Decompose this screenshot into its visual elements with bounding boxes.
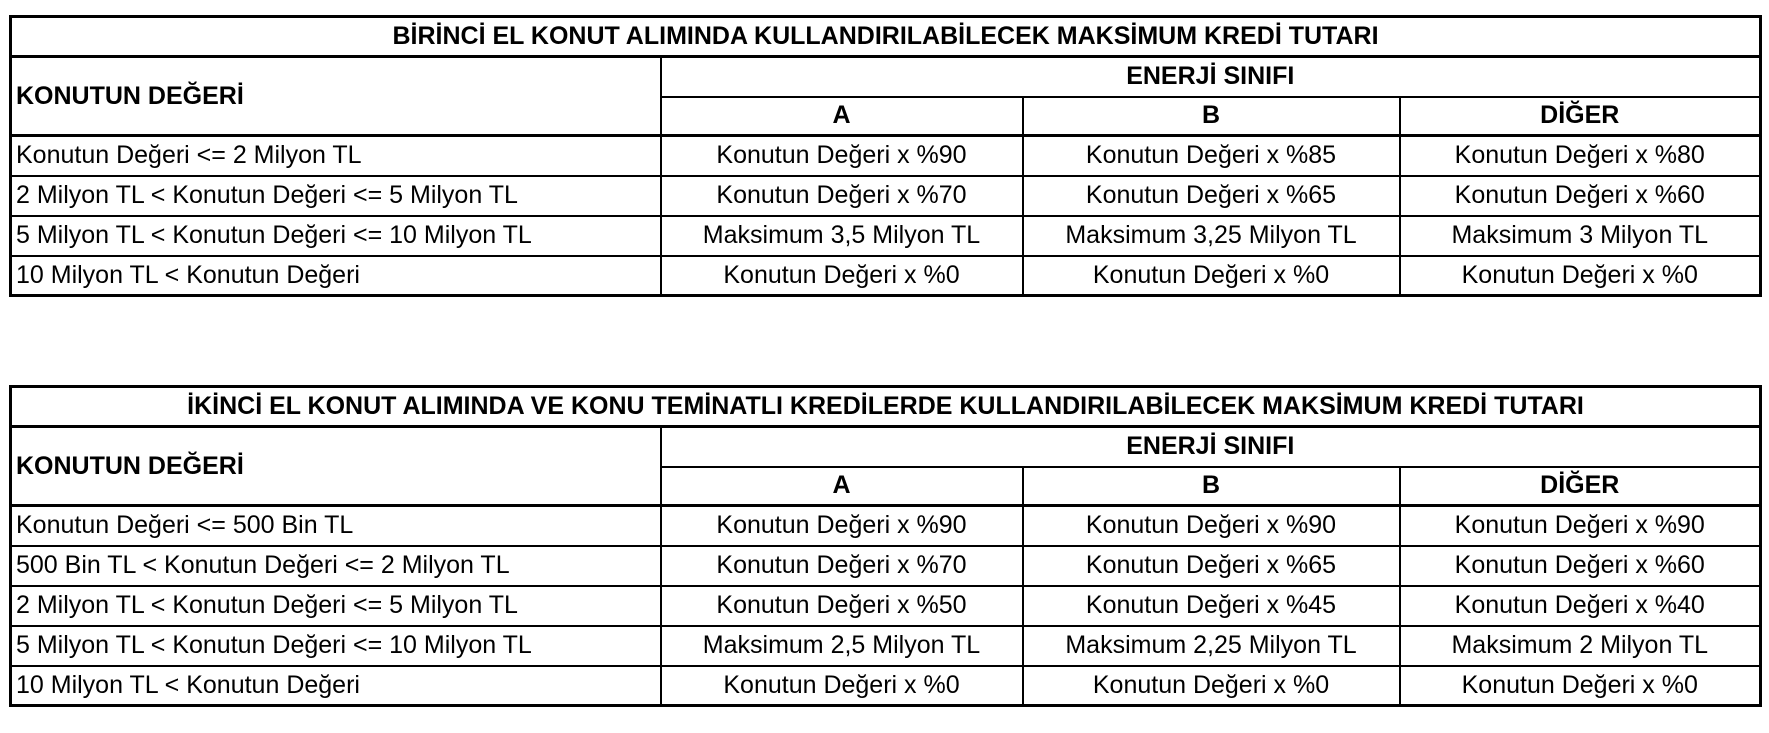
class-b-header: B bbox=[1023, 467, 1400, 506]
table-title-row bbox=[11, 387, 1761, 427]
value-class-a: Konutun Değeri x %0 bbox=[661, 666, 1023, 706]
row-label: 5 Milyon TL < Konutun Değeri <= 10 Milyon TL bbox=[11, 216, 661, 256]
second-hand-loan-table bbox=[9, 385, 1762, 707]
table-row bbox=[11, 216, 1761, 256]
value-class-a: Konutun Değeri x %70 bbox=[661, 546, 1023, 586]
class-b-header: B bbox=[1023, 97, 1400, 136]
value-class-a: Konutun Değeri x %90 bbox=[661, 506, 1023, 546]
header-row bbox=[11, 57, 1761, 97]
value-class-a: Maksimum 3,5 Milyon TL bbox=[661, 216, 1023, 256]
value-class-other: Konutun Değeri x %0 bbox=[1400, 666, 1761, 706]
value-class-a: Konutun Değeri x %0 bbox=[661, 256, 1023, 296]
table-row bbox=[11, 176, 1761, 216]
row-label: 2 Milyon TL < Konutun Değeri <= 5 Milyon TL bbox=[11, 586, 661, 626]
value-class-other: Maksimum 2 Milyon TL bbox=[1400, 626, 1761, 666]
table-row bbox=[11, 586, 1761, 626]
value-class-b: Konutun Değeri x %90 bbox=[1023, 506, 1400, 546]
value-class-b: Konutun Değeri x %0 bbox=[1023, 666, 1400, 706]
class-a-header: A bbox=[661, 97, 1023, 136]
row-label: Konutun Değeri <= 500 Bin TL bbox=[11, 506, 661, 546]
row-label: 10 Milyon TL < Konutun Değeri bbox=[11, 256, 661, 296]
table-title: BİRİNCİ EL KONUT ALIMINDA KULLANDIRILABİLECEK MAKSİMUM KREDİ TUTARI bbox=[11, 17, 1761, 57]
table-row bbox=[11, 506, 1761, 546]
value-class-b: Maksimum 3,25 Milyon TL bbox=[1023, 216, 1400, 256]
value-class-b: Konutun Değeri x %65 bbox=[1023, 546, 1400, 586]
header-row bbox=[11, 427, 1761, 467]
energy-class-header: ENERJİ SINIFI bbox=[661, 427, 1761, 467]
table-body bbox=[11, 17, 1761, 296]
value-class-b: Maksimum 2,25 Milyon TL bbox=[1023, 626, 1400, 666]
table-body bbox=[11, 387, 1761, 706]
table-row bbox=[11, 256, 1761, 296]
first-hand-loan-table bbox=[9, 15, 1762, 297]
energy-class-header: ENERJİ SINIFI bbox=[661, 57, 1761, 97]
value-class-a: Konutun Değeri x %50 bbox=[661, 586, 1023, 626]
value-class-a: Konutun Değeri x %90 bbox=[661, 136, 1023, 176]
row-label: Konutun Değeri <= 2 Milyon TL bbox=[11, 136, 661, 176]
value-class-other: Konutun Değeri x %60 bbox=[1400, 176, 1761, 216]
value-class-other: Konutun Değeri x %0 bbox=[1400, 256, 1761, 296]
value-class-other: Konutun Değeri x %80 bbox=[1400, 136, 1761, 176]
table-row bbox=[11, 546, 1761, 586]
table-row bbox=[11, 666, 1761, 706]
value-class-other: Konutun Değeri x %60 bbox=[1400, 546, 1761, 586]
table-row bbox=[11, 626, 1761, 666]
value-class-other: Maksimum 3 Milyon TL bbox=[1400, 216, 1761, 256]
value-class-b: Konutun Değeri x %65 bbox=[1023, 176, 1400, 216]
row-label: 500 Bin TL < Konutun Değeri <= 2 Milyon TL bbox=[11, 546, 661, 586]
value-class-other: Konutun Değeri x %40 bbox=[1400, 586, 1761, 626]
value-class-a: Konutun Değeri x %70 bbox=[661, 176, 1023, 216]
table-row bbox=[11, 136, 1761, 176]
table-title: İKİNCİ EL KONUT ALIMINDA VE KONU TEMİNATLI KREDİLERDE KULLANDIRILABİLECEK MAKSİMUM KREDİ TUTARI bbox=[11, 387, 1761, 427]
value-class-b: Konutun Değeri x %0 bbox=[1023, 256, 1400, 296]
class-other-header: DİĞER bbox=[1400, 467, 1761, 506]
class-other-header: DİĞER bbox=[1400, 97, 1761, 136]
value-class-b: Konutun Değeri x %45 bbox=[1023, 586, 1400, 626]
property-value-header: KONUTUN DEĞERİ bbox=[11, 57, 661, 136]
value-class-b: Konutun Değeri x %85 bbox=[1023, 136, 1400, 176]
value-class-a: Maksimum 2,5 Milyon TL bbox=[661, 626, 1023, 666]
row-label: 10 Milyon TL < Konutun Değeri bbox=[11, 666, 661, 706]
value-class-other: Konutun Değeri x %90 bbox=[1400, 506, 1761, 546]
property-value-header: KONUTUN DEĞERİ bbox=[11, 427, 661, 506]
row-label: 5 Milyon TL < Konutun Değeri <= 10 Milyon TL bbox=[11, 626, 661, 666]
class-a-header: A bbox=[661, 467, 1023, 506]
table-title-row bbox=[11, 17, 1761, 57]
row-label: 2 Milyon TL < Konutun Değeri <= 5 Milyon TL bbox=[11, 176, 661, 216]
